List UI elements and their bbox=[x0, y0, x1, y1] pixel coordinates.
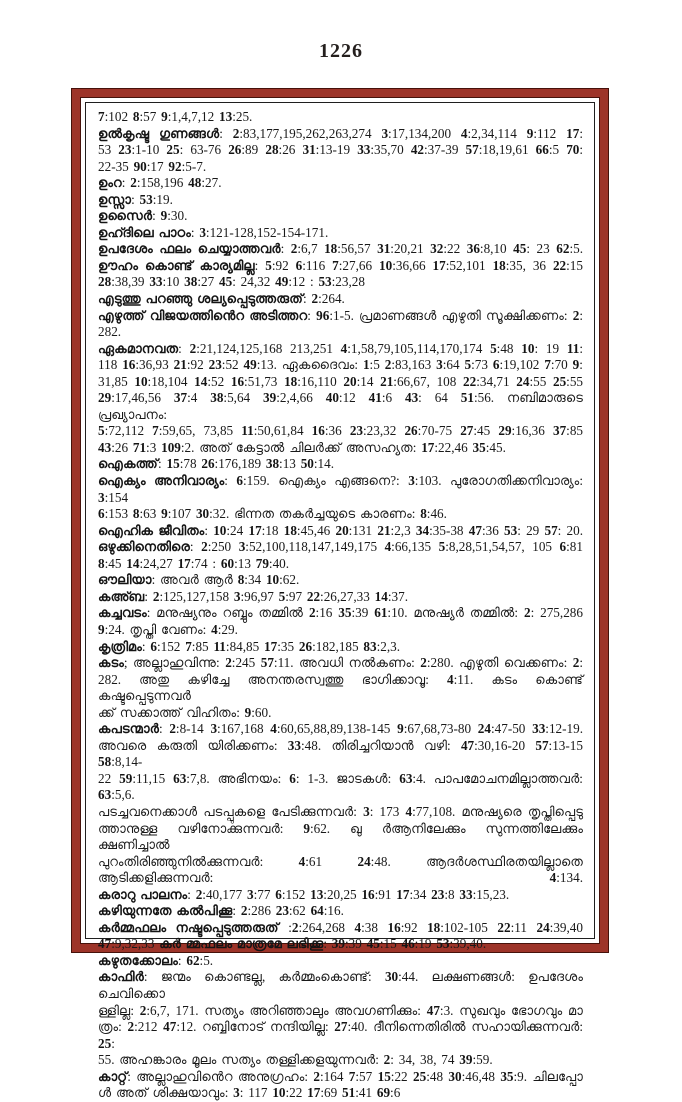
index-line: 8:45 14:24,27 17:74 : 60:13 79:40. bbox=[98, 555, 290, 571]
index-line: 47:9,32,33 കർ മ്മഫലം മാത്രമേ ലഭിക്കൂ: 39:39 45:15 46:19 53:39,40. bbox=[98, 936, 487, 952]
index-line: ഐകത്ത്: 15:78 26:176,189 38:13 50:14. bbox=[98, 456, 335, 472]
index-line: ക്ക് സക്കാത്ത് വിഹിതം: 9:60. bbox=[98, 704, 272, 720]
index-line: ഉസൈർ: 9:30. bbox=[98, 208, 188, 224]
index-line: കഴുതക്കോലം: 62:5. bbox=[98, 952, 214, 968]
index-line: അവരെ കരുതി യിരിക്കണം: 33:48. തിരിച്ചറിയാൻ വഴി: 47:30,16-20 57:13-15 58:8,14- bbox=[98, 737, 583, 770]
index-line: കഅ്ബ: 2:125,127,158 3:96,97 5:97 22:26,27,33 14:37. bbox=[98, 588, 408, 604]
index-line: ഉസ്സാ: 53:19. bbox=[98, 191, 173, 207]
index-line: കച്ചവടം: മനുഷ്യനും റബ്ബും തമ്മിൽ 2:16 35:39 61:10. മനുഷ്യർ തമ്മിൽ: 2: 275,286 bbox=[98, 605, 583, 621]
index-line: 9:24. തൃപ്തി വേണം: 4:29. bbox=[98, 621, 238, 637]
index-line: കപടന്മാർ: 2:8-14 3:167,168 4:60,65,88,89,138-145 9:67,68,73-80 24:47-50 33:12-19. bbox=[98, 721, 584, 737]
page-border-frame bbox=[72, 89, 608, 1101]
index-line: 43:26 71:3 109:2. അത് കേട്ടാൽ ചിലർക്ക് അസഹ്യത: 17:22,46 35:45. bbox=[98, 439, 506, 455]
index-line: ഒഴുക്കിനെതിരെ: 2:250 3:52,100,118,147,149,175 4:66,135 5:8,28,51,54,57, 105 6:81 bbox=[98, 539, 583, 555]
index-line: പടച്ചവനെക്കാൾ പടപ്പുകളെ പേടിക്കുന്നവർ: 3: 173 4:77,108. മനുഷ്യരെ തൃപ്തിപ്പെടു bbox=[98, 803, 583, 819]
index-line: 29:17,46,56 37:4 38:5,64 39:2,4,66 40:12 41:6 43: 64 51:56. നബിമാരുടെ പ്രഖ്യാപനം: bbox=[98, 390, 584, 422]
index-line: 28:38,39 33:10 38:27 45: 24,32 49:12 : 53:23,28 bbox=[98, 274, 365, 290]
index-line: കൃത്രിമം: 6:152 7:85 11:84,85 17:35 26:182,185 83:2,3. bbox=[98, 638, 401, 654]
index-line: ത്താനുള്ള വഴിനോക്കുന്നവർ: 9:62. ഖു ർആനിലേക്കും സുന്നത്തിലേക്കും ക്ഷണിച്ചാൽ bbox=[98, 820, 583, 853]
index-line: 282. അതു കഴിച്ചേ അനന്തരസ്വത്തു ഭാഗിക്കാവൂ: 4:11. കടം കൊണ്ട് കഷ്ടപ്പെടുന്നവർ bbox=[98, 671, 584, 704]
index-line: 53 23:1-10 25: 63-76 26:89 28:26 31:13-19 33:35,70 42:37-39 57:18,19,61 66:5 70: bbox=[98, 142, 584, 158]
index-line: 22 59:11,15 63:7,8. അഭിനയം: 6: 1-3. ജാടകൾ: 63:4. പാപമോചനമില്ലാത്തവർ: 63:5,6. bbox=[98, 770, 583, 803]
index-line: പുറംതിരിഞ്ഞുനിൽക്കുന്നവർ: 4:61 24:48. ആദർശസ്ഥിരതയില്ലാതെ ആടിക്കളിക്കുന്നവർ: 4:134. bbox=[98, 853, 584, 886]
index-line: കരാറു പാലനം: 2:40,177 3:77 6:152 13:20,25 16:91 17:34 23:8 33:15,23. bbox=[98, 886, 510, 902]
index-line: കർമ്മഫലം നഷ്ടപ്പെടുത്തരുത് :2:264,268 4:38 16:92 18:102-105 22:11 24:39,40 bbox=[98, 919, 583, 935]
index-line: ൾ അത് ശിക്ഷയാവും: 3: 117 10:22 17:69 51:41 69:6 bbox=[98, 1085, 401, 1101]
index-line: 6:153 8:63 9:107 30:32. ഭിന്നത തകർച്ചയുടെ കാരണം: 8:46. bbox=[98, 506, 447, 522]
index-line: കാഫിർ: ജന്മം കൊണ്ടല്ല, കർമ്മംകൊണ്ട്: 30:44. ലക്ഷണങ്ങൾ: ഉപദേശം ചെവിക്കൊ bbox=[98, 969, 583, 1001]
index-line: ത്രം: 2:212 47:12. റബ്ബിനോട് നന്ദിയില്ല: 27:40. ദീനിന്നെതിരിൽ സഹായിക്കുന്നവർ: 25: bbox=[98, 1019, 583, 1051]
index-line: കടം; അല്ലാഹുവിന്നു: 2:245 57:11. അവധി നൽകണം: 2:280. എഴുതി വെക്കണം: 2: bbox=[98, 655, 583, 671]
index-line: ഐഹിക ജീവിതം: 10:24 17:18 18:45,46 20:131 21:2,3 34:35-38 47:36 53: 29 57: 20. bbox=[98, 522, 584, 538]
index-line: ഏകമാനവത: 2:21,124,125,168 213,251 4:1,58,79,105,114,170,174 5:48 10: 19 11: bbox=[98, 340, 583, 356]
index-line: എടുത്തു പറഞ്ഞു ശല്യപ്പെടുത്തരുത്: 2:264. bbox=[98, 291, 345, 307]
index-text-block bbox=[85, 102, 595, 1101]
page-number: 1226 bbox=[319, 40, 363, 62]
index-line: 5:72,112 7:59,65, 73,85 11:50,61,84 16:36 23:23,32 26:70-75 27:45 29:16,36 37:85 bbox=[98, 423, 584, 439]
index-line: ഐക്യം അനിവാര്യം: 6:159. ഐക്യം എങ്ങനെ?: 3:103. പുരോഗതിക്കനിവാര്യം: 3:154 bbox=[98, 473, 584, 505]
index-line: ഊഹം കൊണ്ട് കാര്യമില്ല: 5:92 6:116 7:27,66 10:36,66 17:52,101 18:35, 36 22:15 bbox=[98, 257, 583, 273]
index-line: എഴുത്ത് വിജയത്തിൻെറ അടിത്തറ: 96:1-5. പ്രമാണങ്ങൾ എഴുതി സൂക്ഷിക്കണം: 2: 282. bbox=[98, 307, 583, 340]
index-line: കാറ്റ്: അല്ലാഹുവിൻെറ അനുഗ്രഹം: 2:164 7:57 15:22 25:48 30:46,48 35:9. ചിലപ്പോ bbox=[98, 1068, 583, 1084]
index-line: ഉംറ: 2:158,196 48:27. bbox=[98, 175, 222, 191]
index-line: ഔലിയാ: അവർ ആർ 8:34 10:62. bbox=[98, 572, 300, 588]
index-line: ള്ളില്ല: 2:6,7, 171. സത്യം അറിഞ്ഞാലും അവഗണിക്കും: 47:3. സുഖവും ഭോഗവും മാ bbox=[98, 1002, 583, 1018]
index-line: 31,85 10:18,104 14:52 16:51,73 18:16,110 20:14 21:66,67, 108 22:34,71 24:55 25:55 bbox=[98, 373, 584, 389]
index-line: ഉഹ്ദിലെ പാഠം: 3:121-128,152-154-171. bbox=[98, 224, 329, 240]
index-line: 22-35 90:17 92:5-7. bbox=[98, 158, 207, 174]
index-line: കഴിയുന്നതേ കൽപിക്കൂ: 2:286 23:62 64:16. bbox=[98, 903, 344, 919]
index-line: ഉപദേശം ഫലം ചെയ്യാത്തവർ: 2:6,7 18:56,57 31:20,21 32:22 36:8,10 45: 23 62:5. bbox=[98, 241, 583, 257]
index-line: 7:102 8:57 9:1,4,7,12 13:25. bbox=[98, 109, 253, 124]
index-line: 118 16:36,93 21:92 23:52 49:13. ഏകദൈവം: 1:5 2:83,163 3:64 5:73 6:19,102 7:70 9: bbox=[98, 357, 583, 373]
index-line: 55. അഹങ്കാരം മൂലം സത്യം തള്ളിക്കളയുന്നവർ: 2: 34, 38, 74 39:59. bbox=[98, 1052, 493, 1068]
index-line: ഉൽകൃഷ്ട ഗുണങ്ങൾ: 2:83,177,195,262,263,274 3:17,134,200 4:2,34,114 9:112 17: bbox=[98, 125, 583, 141]
